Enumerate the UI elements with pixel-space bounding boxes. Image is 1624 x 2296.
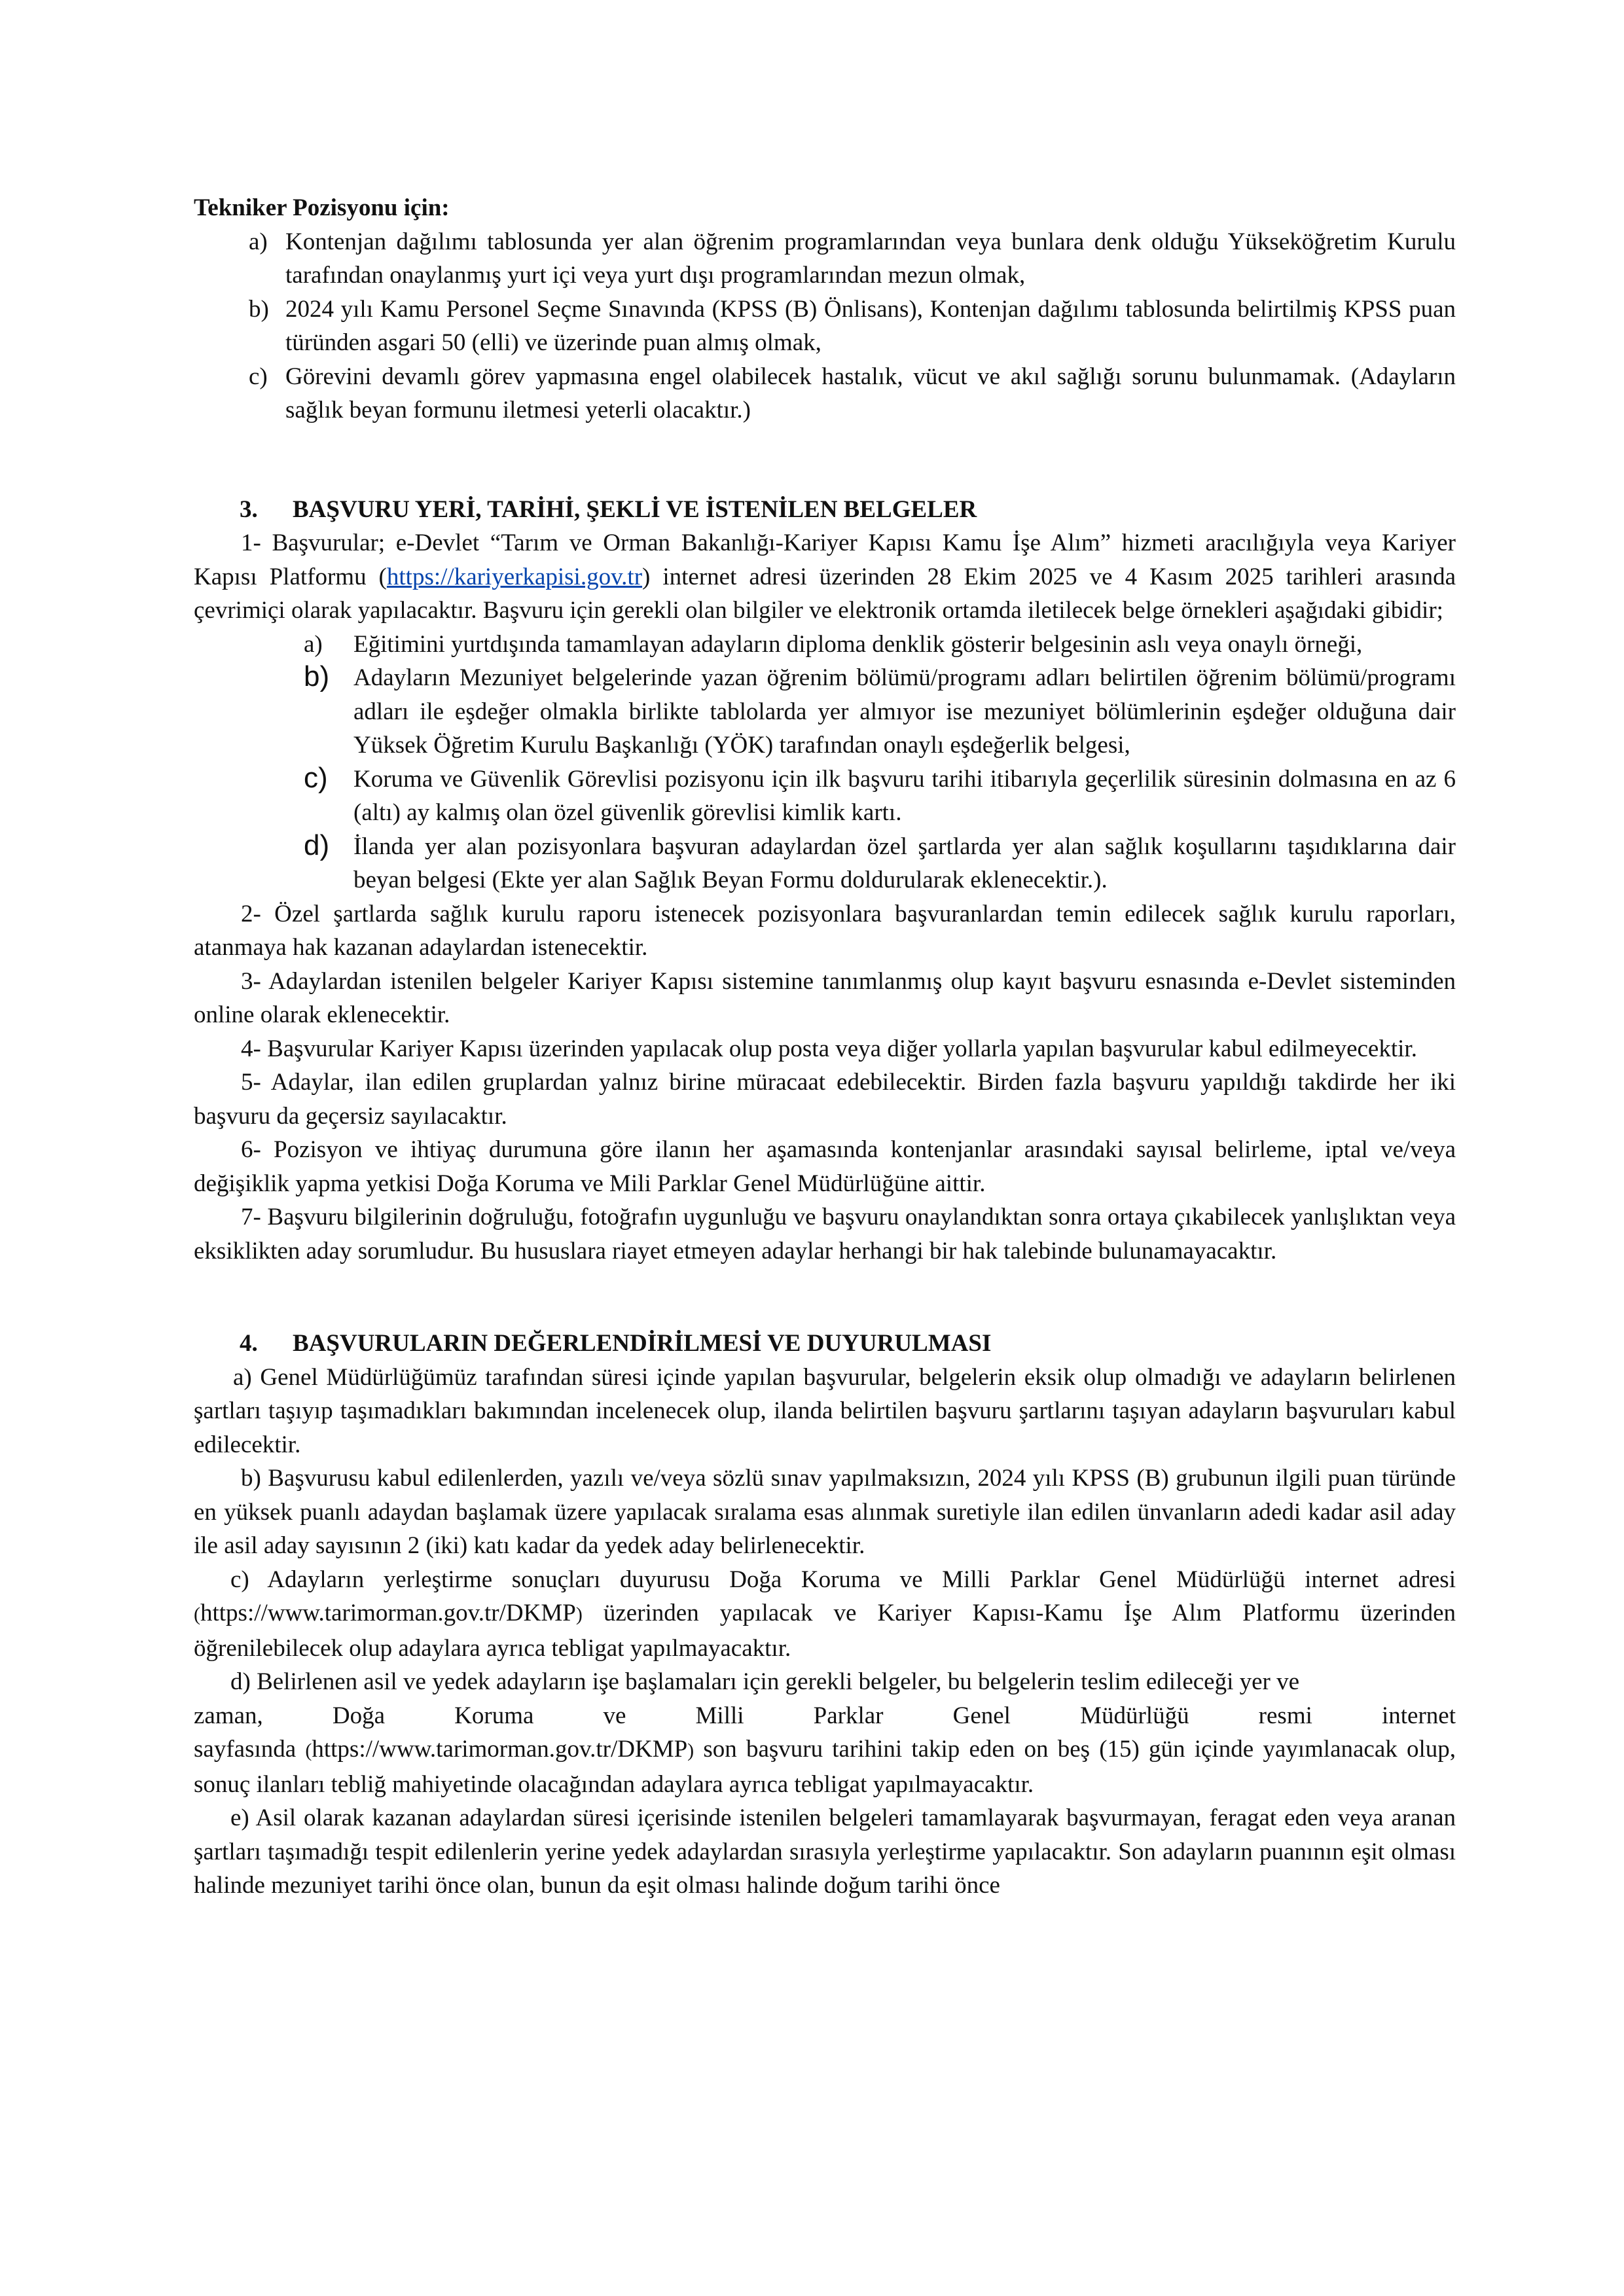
paren: ( (194, 1604, 200, 1625)
section-4-paragraph-d (194, 1732, 1456, 1801)
section-title: BAŞVURULARIN DEĞERLENDİRİLMESİ VE DUYURULMASI (293, 1330, 992, 1357)
list-item (194, 661, 1456, 762)
section-4-paragraph-c (194, 1563, 1456, 1666)
list-item-label: a) (304, 630, 323, 658)
section-4-paragraph-a: a) Genel Müdürlüğümüz tarafından süresi içinde yapılan başvurular, belgelerin eksik olup olmadığı ve adayların belirlenen şartları taşıyıp taşımadıkları bakımından incelenecek olup, ilanda belirtilen başvuru şartlarını taşıyan adayların başvuruları kabul edilecektir. (194, 1363, 1456, 1458)
section-number: 4. (240, 1330, 258, 1357)
dkmp-url: https://www.tarimorman.gov.tr/DKMP (200, 1600, 576, 1626)
list-item-text: 2024 yılı Kamu Personel Seçme Sınavında (KPSS (B) Önlisans), Kontenjan dağılımı tablosunda belirtilmiş KPSS puan türünden asgari 50 (elli) ve üzerinde puan almış olmak, (285, 295, 1456, 356)
paren: ) (575, 1604, 583, 1625)
list-item (194, 628, 1456, 662)
tekniker-title: Tekniker Pozisyonu için: (194, 194, 450, 221)
section-3-paragraph-4: 4- Başvurular Kariyer Kapısı üzerinden yapılacak olup posta veya diğer yollarla yapılan başvurular kabul edilmeyecektir. (241, 1035, 1417, 1062)
required-documents-list (194, 628, 1456, 897)
list-item (194, 830, 1456, 897)
list-item-label: c) (304, 761, 328, 794)
list-item-text: Görevini devamlı görev yapmasına engel olabilecek hastalık, vücut ve akıl sağlığı sorunu bulunmamak. (Adayların sağlık beyan formunu iletmesi yeterli olacaktır.) (285, 363, 1456, 423)
section-title: BAŞVURU YERİ, TARİHİ, ŞEKLİ VE İSTENİLEN BELGELER (293, 495, 977, 523)
section-3-paragraph-6: 6- Pozisyon ve ihtiyaç durumuna göre ilanın her aşamasında kontenjanlar arasındaki sayısal belirleme, iptal ve/veya değişiklik yapma yetkisi Doğa Koruma ve Mili Parklar Genel Müdürlüğüne aittir. (194, 1136, 1456, 1197)
section-3-paragraph-7: 7- Başvuru bilgilerinin doğruluğu, fotoğrafın uygunluğu ve başvuru onaylandıktan sonra ortaya çıkabilecek yanlışlıktan veya eksiklikten aday sorumludur. Bu hususlara riayet etmeyen adaylar herhangi bir hak talebinde bulunamayacaktır. (194, 1204, 1456, 1265)
section-4-paragraph-d-line-2: zaman, Doğa Koruma ve Milli Parklar Genel Müdürlüğü resmi internet (194, 1702, 1456, 1729)
list-item-label: c) (249, 363, 268, 390)
section-4-paragraph-b: b) Başvurusu kabul edilenlerden, yazılı ve/veya sözlü sınav yapılmaksızın, 2024 yılı KPSS (B) grubunun ilgili puan türünde en yüksek puanlı adaydan başlamak üzere yapılacak sıralama esas alınmak suretiyle ilan edilen ünvanların adedi kadar asil aday ile asil aday sayısının 2 (iki) katı kadar da yedek aday belirlenecektir. (194, 1465, 1456, 1559)
list-item (194, 225, 1456, 293)
list-item-label: d) (304, 829, 330, 861)
list-item-text: Kontenjan dağılımı tablosunda yer alan öğrenim programlarından veya bunlara denk olduğu Yükseköğretim Kurulu tarafından onaylanmış yurt içi veya yurt dışı programlarından mezun olmak, (285, 228, 1456, 289)
section-3-paragraph-2: 2- Özel şartlarda sağlık kurulu raporu istenecek pozisyonlara başvuranlardan temin edilecek sağlık kurulu raporları, atanmaya hak kazanan adaylardan istenecektir. (194, 900, 1456, 961)
section-3-paragraph-5: 5- Adaylar, ilan edilen gruplardan yalnız birine müracaat edebilecektir. Birden fazla başvuru yapıldığı takdirde her iki başvuru da geçersiz sayılacaktır. (194, 1069, 1456, 1130)
kariyerkapisi-link[interactable]: https://kariyerkapisi.gov.tr (386, 563, 643, 590)
section-3-paragraph-1 (194, 526, 1456, 628)
list-item-label: b) (304, 660, 330, 692)
document-body (194, 191, 1456, 1903)
section-4-paragraph-e: e) Asil olarak kazanan adaylardan süresi içerisinde istenilen belgeleri tamamlayarak başvurmayan, feragat eden veya aranan şartları taşımadığı tespit edilenlerin yerine yedek adaylardan sırasıyla yerleştirme yapılacaktır. Son adayların puanının eşit olması halinde mezuniyet tarihi önce olan, bunun da eşit olması halinde doğum tarihi önce (194, 1804, 1456, 1899)
section-4-paragraph-d-line-1: d) Belirlenen asil ve yedek adayların işe başlamaları için gerekli belgeler, bu belgelerin teslim edileceği yer ve (230, 1668, 1300, 1695)
paragraph-text: üzerinden yapılacak ve Kariyer Kapısı-Kamu İşe Alım Platformu üzerinden öğrenilebilecek olup adaylara ayrıca tebligat yapılmayacaktır. (194, 1600, 1456, 1662)
tekniker-requirements-list (194, 225, 1456, 427)
paragraph-text: ) internet adresi üzerinden 28 Ekim 2025 ve 4 Kasım 2025 tarihleri arasında çevrimiçi olarak yapılacaktır. Başvuru için gerekli olan bilgiler ve elektronik ortamda iletilecek belge örnekleri aşağıdaki gibidir; (194, 563, 1456, 624)
paragraph-text: son başvuru tarihini takip eden on beş (15) gün içinde yayımlanacak olup, sonuç ilanları tebliğ mahiyetinde olacağından adaylara ayrıca tebligat yapılmayacaktır. (194, 1736, 1456, 1798)
list-item-label: a) (249, 228, 268, 255)
paren: ) (687, 1740, 695, 1761)
list-item-text: Eğitimini yurtdışında tamamlayan adayların diploma denklik gösterir belgesinin aslı veya onaylı örneği, (353, 630, 1363, 658)
list-item-text: Koruma ve Güvenlik Görevlisi pozisyonu için ilk başvuru tarihi itibarıyla geçerlilik süresinin dolmasına en az 6 (altı) ay kalmış olan özel güvenlik görevlisi kimlik kartı. (353, 765, 1456, 826)
list-item-label: b) (249, 295, 269, 323)
paragraph-text: sayfasında (194, 1736, 306, 1763)
section-3-paragraph-3: 3- Adaylardan istenilen belgeler Kariyer Kapısı sistemine tanımlanmış olup kayıt başvuru esnasında e-Devlet sisteminden online olarak eklenecektir. (194, 967, 1456, 1028)
section-3-heading (194, 493, 1456, 527)
list-item-text: İlanda yer alan pozisyonlara başvuran adaylardan özel şartlarda yer alan sağlık koşullarını taşıdıklarına dair beyan belgesi (Ekte yer alan Sağlık Beyan Formu doldurularak eklenecektir.). (353, 833, 1456, 893)
paren: ( (305, 1740, 312, 1761)
section-4-heading (194, 1327, 1456, 1361)
paragraph-text: 1- Başvurular; e-Devlet “Tarım ve Orman Bakanlığı-Kariyer Kapısı Kamu İşe Alım” hizmeti aracılığıyla veya Kariyer Kapısı Platformu ( (194, 529, 1456, 590)
dkmp-url: https://www.tarimorman.gov.tr/DKMP (312, 1736, 688, 1763)
list-item (194, 762, 1456, 830)
list-item (194, 293, 1456, 360)
list-item (194, 360, 1456, 427)
section-number: 3. (240, 495, 258, 523)
paragraph-text: c) Adayların yerleştirme sonuçları duyurusu Doğa Koruma ve Milli Parklar Genel Müdürlüğü internet adresi (230, 1566, 1456, 1593)
list-item-text: Adayların Mezuniyet belgelerinde yazan öğrenim bölümü/programı adları belirtilen öğrenim bölümü/programı adları ile eşdeğer olmakla birlikte tablolarda yer almıyor ise mezuniyet bölümlerinin eşdeğer olduğuna dair Yüksek Öğretim Kurulu Başkanlığı (YÖK) tarafından onaylı eşdeğerlik belgesi, (353, 664, 1456, 759)
